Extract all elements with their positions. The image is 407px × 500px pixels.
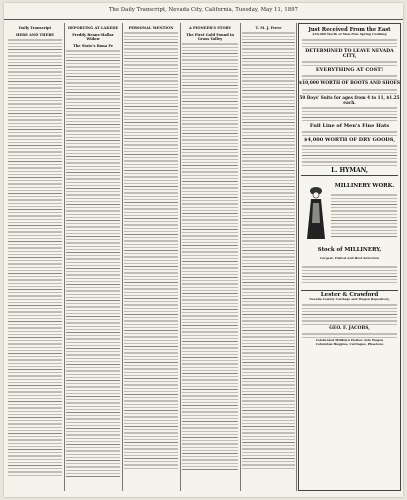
ad-line-1: $30,000 Worth of Men-Fine Spring Clothing (312, 32, 387, 36)
millinery-line: Largest, Fullest and Best Selection (320, 255, 379, 260)
column-2-body (66, 49, 120, 479)
woman-illustration (303, 183, 329, 243)
column-3 (124, 23, 178, 491)
column-1-heading-1: Daily Transcript (18, 26, 52, 30)
ad-text-block (302, 88, 397, 94)
footer-line-1: Celebrated Millburn Hollow Axle Wagon (315, 338, 384, 343)
millinery-section (299, 177, 400, 289)
ad-text-block (302, 130, 397, 136)
ad-signature: L. HYMAN, (331, 166, 368, 174)
ad-title: Just Received From the East (308, 27, 391, 33)
ad-text-block (302, 144, 397, 166)
firm-text (302, 303, 397, 325)
column-5-heading-1: T. M. J. Frere (255, 26, 282, 30)
column-rule (64, 23, 65, 491)
masthead: The Daily Transcript, Nevada City, California, Tuesday, May 11, 1897 (4, 7, 403, 20)
ad-text-block (302, 106, 397, 122)
column-rule (122, 23, 123, 491)
column-1 (8, 23, 62, 491)
column-5 (242, 23, 295, 491)
column-1-body (8, 38, 62, 478)
ad-text-block (302, 38, 397, 48)
column-3-body (124, 31, 178, 471)
column-4-heading-1: A PIONEER'S STORY (188, 26, 232, 30)
column-4 (182, 23, 238, 491)
column-2-heading-3: The State's Bona Fe (73, 44, 113, 48)
ad-divider (301, 290, 398, 291)
ad-divider (301, 175, 398, 176)
ad-line-4: $10,000 WORTH OF BOOTS AND SHOES (299, 81, 400, 87)
ad-text-block (302, 60, 397, 66)
firm-name: Lester & Crawford (320, 291, 379, 298)
column-rule (240, 23, 241, 491)
maker-name: GEO. F. JACOBS, (329, 326, 370, 331)
column-2 (66, 23, 120, 491)
ad-line-6: Full Line of Men's Fine Hats (309, 122, 390, 129)
column-2-heading-1: DEPORTING AT LAKEDE (67, 26, 119, 30)
column-1-heading-2: HERE AND THERE (15, 33, 55, 37)
column-4-heading-2: The First Gold Found in Grass Valley (186, 33, 234, 41)
millinery-title: MILLINERY WORK. (334, 182, 395, 189)
ad-text-block (302, 74, 397, 80)
millinery-detail (302, 265, 397, 283)
ad-line-2: DETERMINED TO LEAVE NEVADA CITY, (305, 48, 394, 59)
column-3-heading-1: PERSONAL MENTION (128, 26, 174, 30)
ad-line-7: $4,000 WORTH OF DRY GOODS, (304, 136, 395, 143)
ad-line-5: 50 Boys' Suits for ages from 4 to 11, $1.25 each. (299, 94, 400, 105)
millinery-text (331, 193, 397, 239)
column-4-body (182, 42, 238, 472)
ad-line-3: EVERYTHING AT COST! (315, 67, 384, 74)
newspaper-page (4, 3, 403, 497)
millinery-stock: Stock of MILLINERY, (317, 246, 382, 253)
column-5-body (242, 31, 295, 471)
footer-line-2: Columbus Buggies, Carriages, Phaetons (315, 342, 384, 346)
column-rule (180, 23, 181, 491)
firm-subtitle: Nevada County Carriage and Wagon Repository, (309, 297, 390, 302)
column-rule (296, 23, 297, 491)
advertisement-panel (298, 23, 401, 491)
column-2-heading-2: Freddy Beans-Hallar Widow (72, 33, 114, 41)
